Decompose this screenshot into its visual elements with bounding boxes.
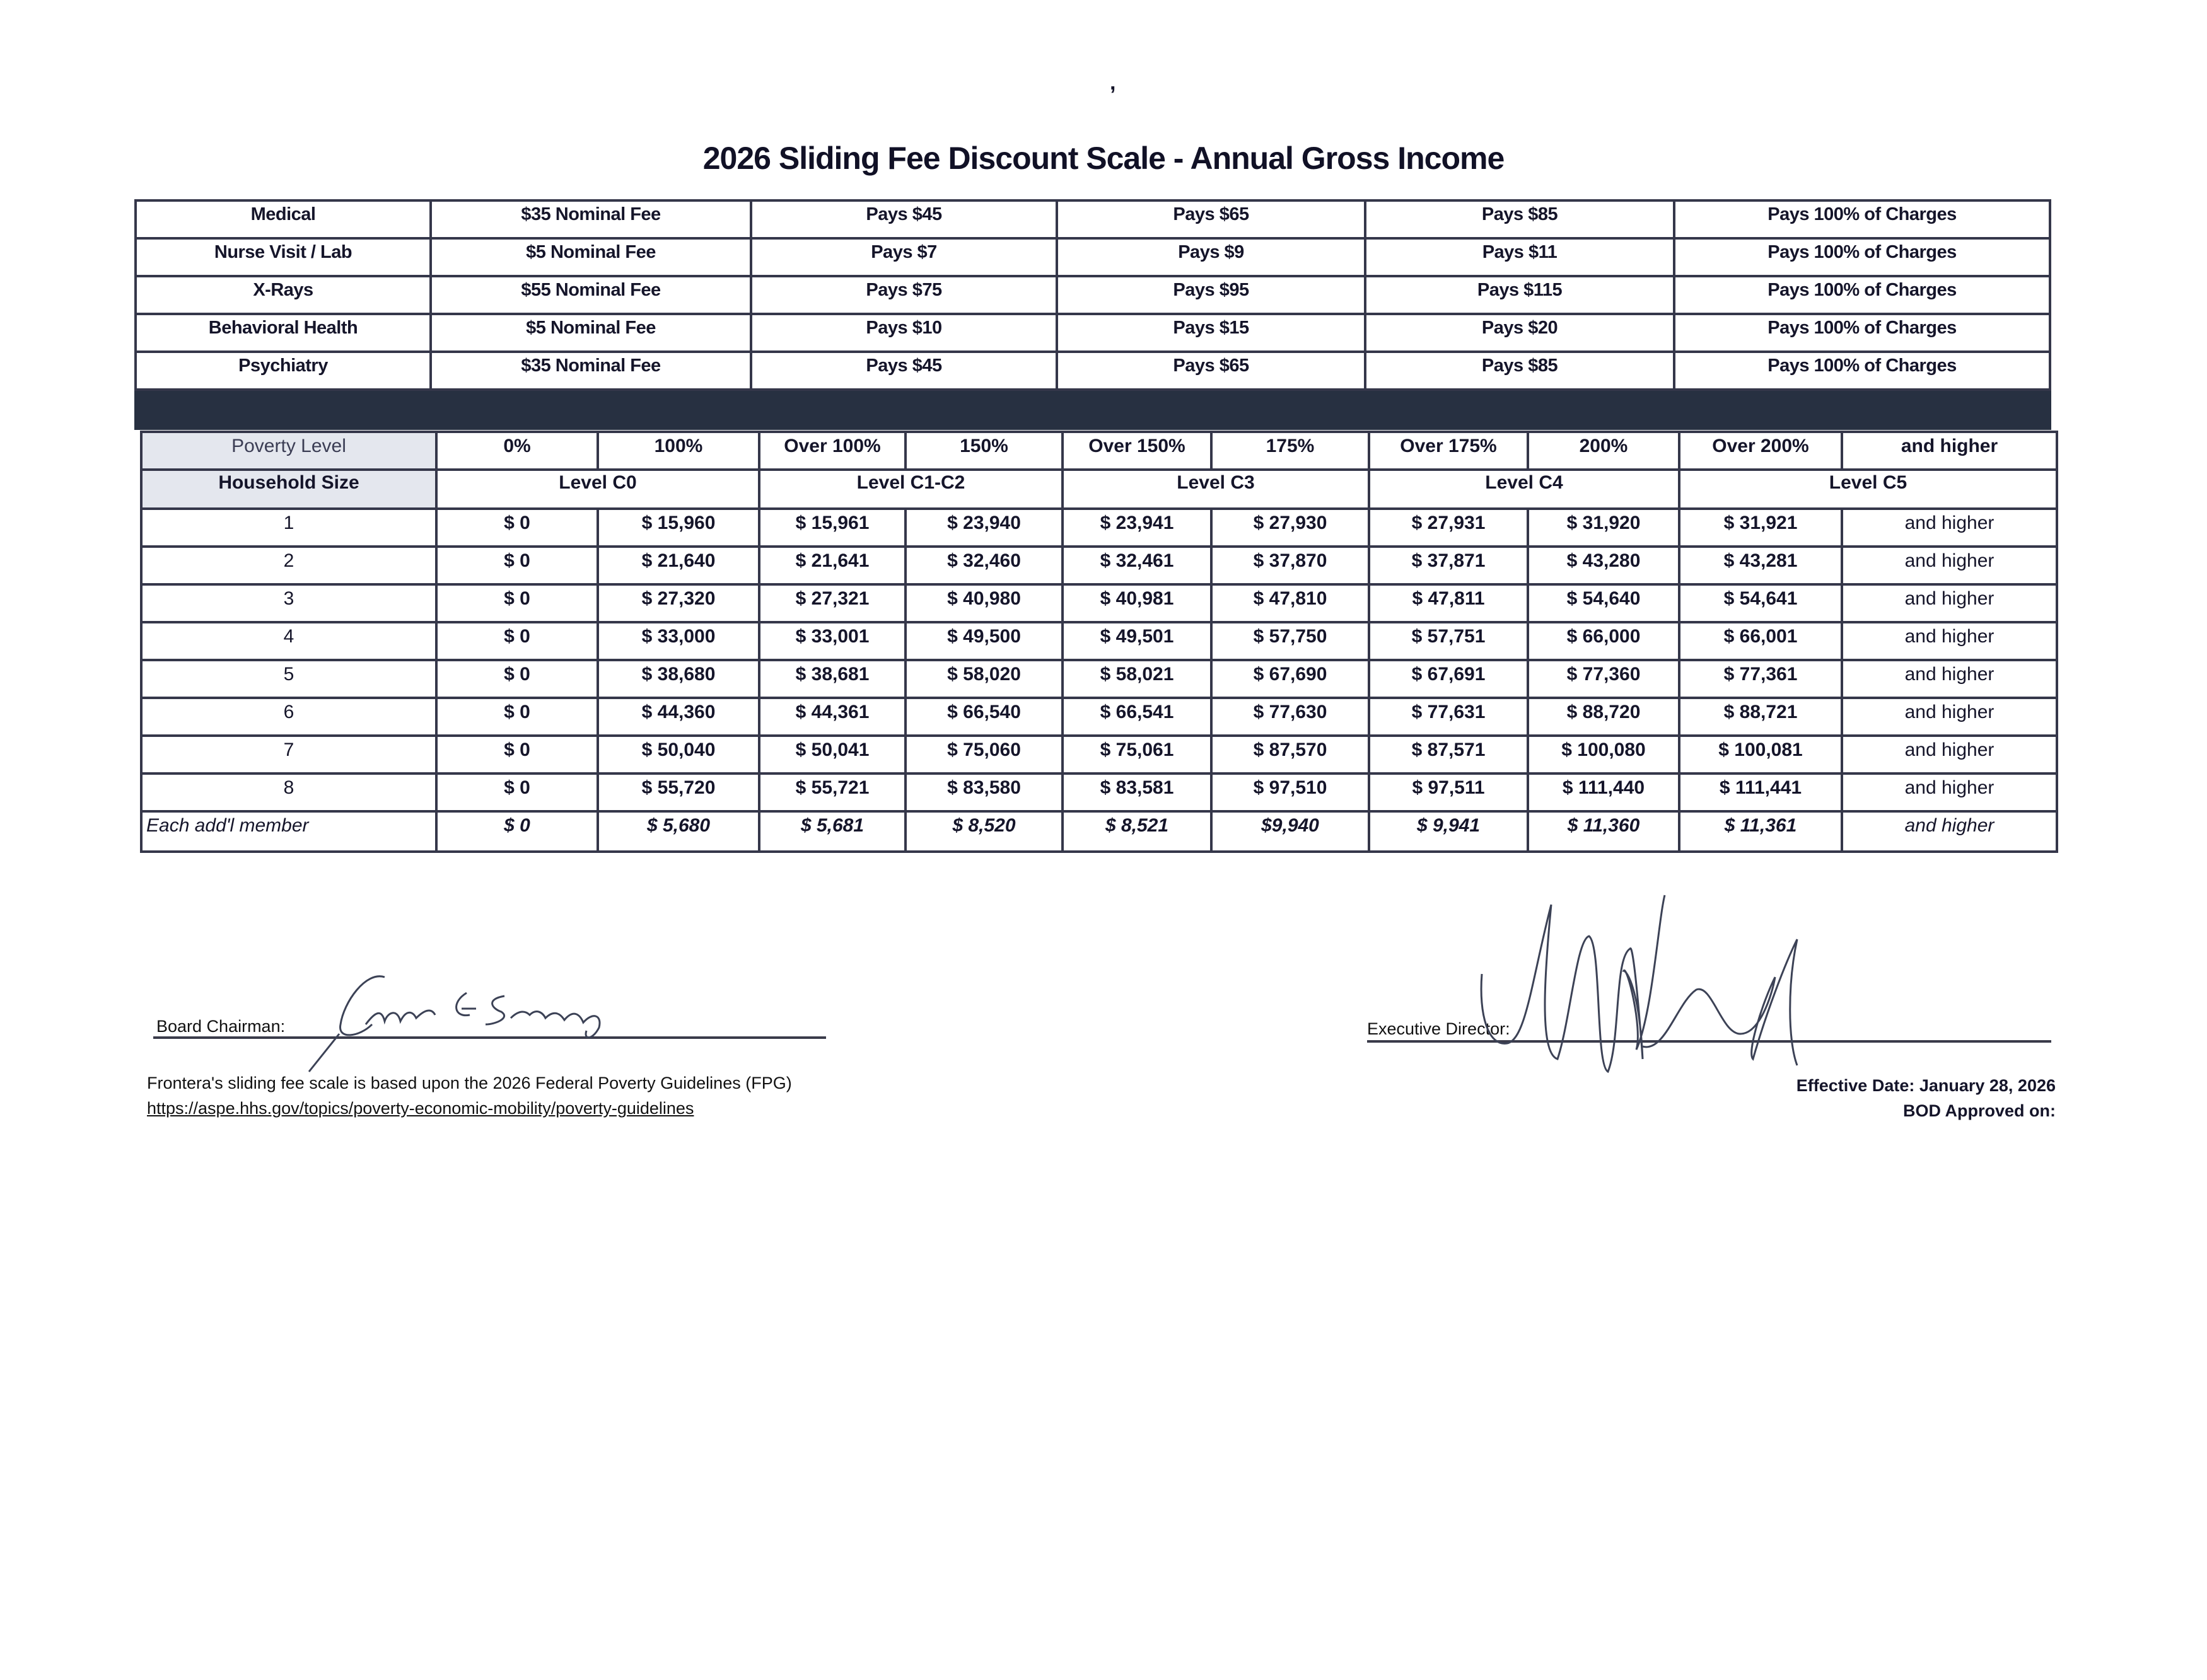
bod-approved: BOD Approved on: xyxy=(1903,1101,2056,1120)
income-threshold: $ 97,511 xyxy=(1369,773,1528,811)
household-row xyxy=(141,547,2057,584)
income-threshold: $ 33,000 xyxy=(598,622,759,660)
poverty-level: 100% xyxy=(598,432,759,470)
fee-c1-c2: Pays $10 xyxy=(751,314,1057,352)
income-threshold: $ 54,640 xyxy=(1528,584,1679,622)
household-row xyxy=(141,660,2057,698)
income-threshold: $ 40,981 xyxy=(1063,584,1211,622)
household-size: 3 xyxy=(141,584,436,622)
household-size: 8 xyxy=(141,773,436,811)
poverty-level: 0% xyxy=(436,432,598,470)
income-threshold: $ 111,440 xyxy=(1528,773,1679,811)
income-threshold: $ 15,961 xyxy=(759,509,906,547)
income-threshold: and higher xyxy=(1842,584,2057,622)
stray-mark: , xyxy=(1110,71,1116,95)
income-threshold: $ 66,540 xyxy=(906,698,1063,736)
household-size: 5 xyxy=(141,660,436,698)
income-threshold: $ 88,720 xyxy=(1528,698,1679,736)
fee-c5: Pays 100% of Charges xyxy=(1674,314,2050,352)
fee-schedule-table xyxy=(134,199,2051,430)
income-threshold: $ 50,040 xyxy=(598,736,759,773)
income-threshold: $ 0 xyxy=(436,622,598,660)
income-threshold: $ 54,641 xyxy=(1679,584,1842,622)
income-threshold: $ 0 xyxy=(436,773,598,811)
income-threshold: $ 27,930 xyxy=(1211,509,1369,547)
income-threshold: $ 21,640 xyxy=(598,547,759,584)
level-header: Level C5 xyxy=(1679,470,2057,509)
service-name: X-Rays xyxy=(136,276,431,314)
income-threshold: $ 44,360 xyxy=(598,698,759,736)
poverty-level-row xyxy=(141,432,2057,470)
fee-c1-c2: Pays $45 xyxy=(751,352,1057,390)
income-threshold: $ 49,500 xyxy=(906,622,1063,660)
poverty-level: 200% xyxy=(1528,432,1679,470)
fee-c4: Pays $11 xyxy=(1365,238,1674,276)
income-threshold: $ 75,061 xyxy=(1063,736,1211,773)
poverty-level: Over 150% xyxy=(1063,432,1211,470)
fee-c3: Pays $65 xyxy=(1057,200,1365,238)
income-threshold: $ 67,690 xyxy=(1211,660,1369,698)
income-threshold: $ 0 xyxy=(436,584,598,622)
income-threshold: $ 100,080 xyxy=(1528,736,1679,773)
income-threshold: and higher xyxy=(1842,660,2057,698)
household-size: Each add'l member xyxy=(141,811,436,852)
income-threshold: $ 38,680 xyxy=(598,660,759,698)
fee-row xyxy=(136,238,2050,276)
fee-c5: Pays 100% of Charges xyxy=(1674,238,2050,276)
income-threshold: $ 58,020 xyxy=(906,660,1063,698)
income-threshold: and higher xyxy=(1842,811,2057,852)
income-threshold: $ 27,931 xyxy=(1369,509,1528,547)
income-threshold: $ 21,641 xyxy=(759,547,906,584)
income-threshold: $ 11,360 xyxy=(1528,811,1679,852)
income-threshold: $ 47,810 xyxy=(1211,584,1369,622)
fee-c5: Pays 100% of Charges xyxy=(1674,200,2050,238)
effective-date: Effective Date: January 28, 2026 xyxy=(1796,1076,2056,1095)
fee-c5: Pays 100% of Charges xyxy=(1674,352,2050,390)
separator-band xyxy=(136,390,2050,429)
income-threshold: $ 32,461 xyxy=(1063,547,1211,584)
income-threshold: $ 77,361 xyxy=(1679,660,1842,698)
income-threshold: $ 11,361 xyxy=(1679,811,1842,852)
income-threshold: and higher xyxy=(1842,547,2057,584)
dark-divider xyxy=(136,390,2050,429)
income-threshold: $ 77,631 xyxy=(1369,698,1528,736)
household-row xyxy=(141,698,2057,736)
fee-c0: $5 Nominal Fee xyxy=(431,314,751,352)
poverty-level-label: Poverty Level xyxy=(141,432,436,470)
income-threshold: $ 66,000 xyxy=(1528,622,1679,660)
income-threshold: $ 55,721 xyxy=(759,773,906,811)
fee-c1-c2: Pays $75 xyxy=(751,276,1057,314)
level-header: Level C1-C2 xyxy=(759,470,1063,509)
fee-c1-c2: Pays $7 xyxy=(751,238,1057,276)
level-header: Level C0 xyxy=(436,470,759,509)
income-threshold: $9,940 xyxy=(1211,811,1369,852)
level-header: Level C3 xyxy=(1063,470,1369,509)
income-threshold: $ 31,920 xyxy=(1528,509,1679,547)
income-threshold: $ 31,921 xyxy=(1679,509,1842,547)
fee-row xyxy=(136,352,2050,390)
income-threshold: $ 43,280 xyxy=(1528,547,1679,584)
fpg-note: Frontera's sliding fee scale is based upon the 2026 Federal Poverty Guidelines (FPG) xyxy=(147,1074,792,1092)
poverty-level: 150% xyxy=(906,432,1063,470)
income-threshold: $ 0 xyxy=(436,736,598,773)
service-name: Behavioral Health xyxy=(136,314,431,352)
board-chairman-label: Board Chairman: xyxy=(156,1017,286,1036)
household-size: 6 xyxy=(141,698,436,736)
fee-c0: $55 Nominal Fee xyxy=(431,276,751,314)
fee-c4: Pays $85 xyxy=(1365,352,1674,390)
service-name: Nurse Visit / Lab xyxy=(136,238,431,276)
income-threshold-table xyxy=(140,431,2058,853)
income-threshold: and higher xyxy=(1842,622,2057,660)
page-title: 2026 Sliding Fee Discount Scale - Annual Gross Income xyxy=(702,141,1505,176)
income-threshold: $ 88,721 xyxy=(1679,698,1842,736)
income-threshold: and higher xyxy=(1842,509,2057,547)
income-threshold: $ 75,060 xyxy=(906,736,1063,773)
income-threshold: and higher xyxy=(1842,736,2057,773)
income-threshold: $ 0 xyxy=(436,509,598,547)
income-threshold: $ 97,510 xyxy=(1211,773,1369,811)
household-size: 7 xyxy=(141,736,436,773)
income-threshold: $ 33,001 xyxy=(759,622,906,660)
fee-row xyxy=(136,200,2050,238)
service-name: Psychiatry xyxy=(136,352,431,390)
income-threshold: $ 0 xyxy=(436,698,598,736)
fee-c3: Pays $9 xyxy=(1057,238,1365,276)
income-threshold: $ 43,281 xyxy=(1679,547,1842,584)
household-row xyxy=(141,509,2057,547)
income-threshold: $ 100,081 xyxy=(1679,736,1842,773)
income-threshold: and higher xyxy=(1842,698,2057,736)
income-threshold: $ 77,360 xyxy=(1528,660,1679,698)
income-threshold: $ 66,001 xyxy=(1679,622,1842,660)
income-threshold: $ 57,751 xyxy=(1369,622,1528,660)
income-threshold: $ 23,941 xyxy=(1063,509,1211,547)
income-threshold: $ 37,870 xyxy=(1211,547,1369,584)
poverty-level: 175% xyxy=(1211,432,1369,470)
service-name: Medical xyxy=(136,200,431,238)
income-threshold: and higher xyxy=(1842,773,2057,811)
income-threshold: $ 27,320 xyxy=(598,584,759,622)
income-threshold: $ 67,691 xyxy=(1369,660,1528,698)
income-threshold: $ 9,941 xyxy=(1369,811,1528,852)
household-size: 1 xyxy=(141,509,436,547)
household-size: 4 xyxy=(141,622,436,660)
income-threshold: $ 40,980 xyxy=(906,584,1063,622)
household-row xyxy=(141,584,2057,622)
level-header: Level C4 xyxy=(1369,470,1679,509)
household-size: 2 xyxy=(141,547,436,584)
fee-c1-c2: Pays $45 xyxy=(751,200,1057,238)
income-threshold: $ 15,960 xyxy=(598,509,759,547)
income-threshold: $ 8,521 xyxy=(1063,811,1211,852)
income-threshold: $ 27,321 xyxy=(759,584,906,622)
fee-c4: Pays $115 xyxy=(1365,276,1674,314)
fee-c3: Pays $15 xyxy=(1057,314,1365,352)
income-threshold: $ 0 xyxy=(436,547,598,584)
income-threshold: $ 111,441 xyxy=(1679,773,1842,811)
fee-c4: Pays $85 xyxy=(1365,200,1674,238)
poverty-level: and higher xyxy=(1842,432,2057,470)
income-threshold: $ 58,021 xyxy=(1063,660,1211,698)
income-threshold: $ 23,940 xyxy=(906,509,1063,547)
income-threshold: $ 87,570 xyxy=(1211,736,1369,773)
level-header-row xyxy=(141,470,2057,509)
fee-c0: $35 Nominal Fee xyxy=(431,200,751,238)
income-threshold: $ 38,681 xyxy=(759,660,906,698)
executive-director-label: Executive Director: xyxy=(1367,1019,1510,1038)
income-threshold: $ 77,630 xyxy=(1211,698,1369,736)
income-threshold: $ 55,720 xyxy=(598,773,759,811)
fee-c3: Pays $95 xyxy=(1057,276,1365,314)
fpg-link[interactable]: https://aspe.hhs.gov/topics/poverty-economic-mobility/poverty-guidelines xyxy=(147,1099,694,1118)
executive-director-signature xyxy=(1469,889,1974,1078)
income-threshold: $ 44,361 xyxy=(759,698,906,736)
household-size-label: Household Size xyxy=(141,470,436,509)
income-threshold: $ 8,520 xyxy=(906,811,1063,852)
income-threshold: $ 32,460 xyxy=(906,547,1063,584)
income-threshold: $ 83,581 xyxy=(1063,773,1211,811)
fee-c0: $5 Nominal Fee xyxy=(431,238,751,276)
board-chairman-signature xyxy=(296,965,776,1091)
income-threshold: $ 0 xyxy=(436,811,598,852)
fee-c0: $35 Nominal Fee xyxy=(431,352,751,390)
income-threshold: $ 37,871 xyxy=(1369,547,1528,584)
fee-row xyxy=(136,314,2050,352)
poverty-level: Over 175% xyxy=(1369,432,1528,470)
income-threshold: $ 49,501 xyxy=(1063,622,1211,660)
fee-c3: Pays $65 xyxy=(1057,352,1365,390)
poverty-level: Over 200% xyxy=(1679,432,1842,470)
income-threshold: $ 5,681 xyxy=(759,811,906,852)
income-threshold: $ 57,750 xyxy=(1211,622,1369,660)
poverty-level: Over 100% xyxy=(759,432,906,470)
income-threshold: $ 87,571 xyxy=(1369,736,1528,773)
fee-c4: Pays $20 xyxy=(1365,314,1674,352)
household-row xyxy=(141,736,2057,773)
fee-row xyxy=(136,276,2050,314)
income-threshold: $ 83,580 xyxy=(906,773,1063,811)
income-threshold: $ 47,811 xyxy=(1369,584,1528,622)
income-threshold: $ 66,541 xyxy=(1063,698,1211,736)
income-threshold: $ 0 xyxy=(436,660,598,698)
income-threshold: $ 50,041 xyxy=(759,736,906,773)
fee-c5: Pays 100% of Charges xyxy=(1674,276,2050,314)
household-row xyxy=(141,622,2057,660)
income-threshold: $ 5,680 xyxy=(598,811,759,852)
additional-member-row xyxy=(141,811,2057,852)
household-row xyxy=(141,773,2057,811)
